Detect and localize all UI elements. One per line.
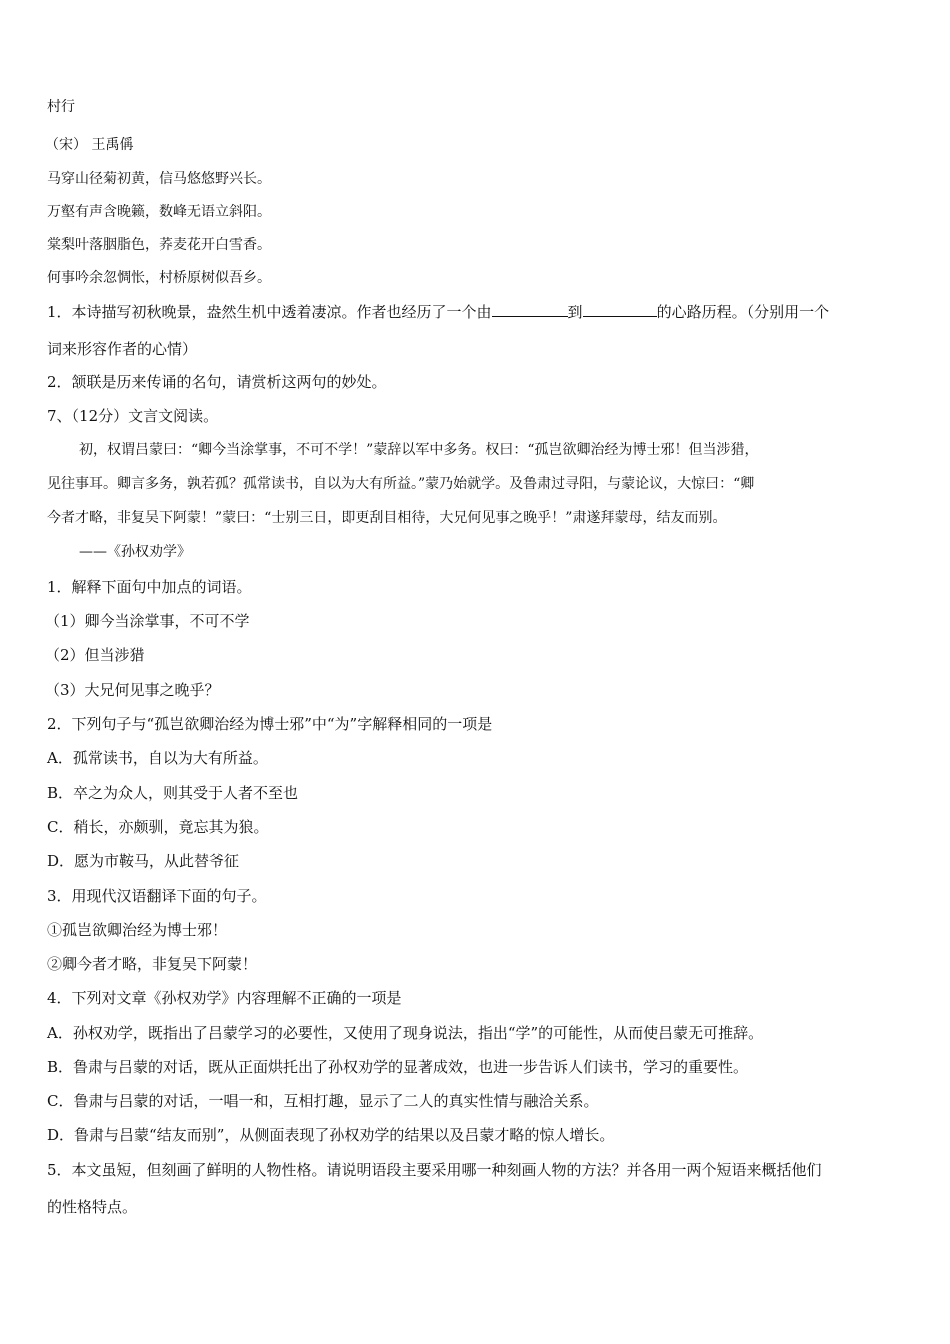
question-text: 1．本诗描写初秋晚景，盎然生机中透着凄凉。作者也经历了一个由 [47, 303, 492, 321]
option: B．鲁肃与吕蒙的对话，既从正面烘托出了孙权劝学的显著成效，也进一步告诉人们读书，学习的重要性。 [47, 1058, 749, 1076]
passage-source: ——《孙权劝学》 [79, 544, 191, 560]
option: B．卒之为众人，则其受于人者不至也 [47, 784, 299, 802]
poem-line: 马穿山径菊初黄，信马悠悠野兴长。 [47, 171, 271, 187]
question-text: 到 [567, 303, 583, 321]
poem-title: 村行 [47, 99, 75, 115]
passage-line: 初，权谓吕蒙曰：“卿今当涂掌事，不可不学！”蒙辞以军中多务。权曰：“孤岂欲卿治经为博士邪！但当涉猎， [79, 442, 759, 458]
option: A．孙权劝学，既指出了吕蒙学习的必要性，又使用了现身说法，指出“学”的可能性，从而使吕蒙无可推辞。 [47, 1024, 764, 1042]
question-text: 的心路历程。（分别用一个 [656, 303, 830, 321]
option: D．愿为市鞍马，从此替爷征 [47, 852, 240, 870]
question-item: ②卿今者才略，非复吴下阿蒙！ [47, 955, 258, 973]
passage-line: 今者才略，非复吴下阿蒙！”蒙曰：“士别三日，即更刮目相待，大兄何见事之晚乎！”肃遂拜蒙母，结友而别。 [47, 510, 727, 526]
poem-line: 何事吟余忽惆怅，村桥原树似吾乡。 [47, 270, 271, 286]
poem-author: （宋） 王禹偁 [45, 137, 134, 153]
option: A．孤常读书，自以为大有所益。 [47, 749, 268, 767]
question-1: 1．解释下面句中加点的词语。 [47, 578, 252, 596]
question-item: （3）大兄何见事之晚乎？ [45, 681, 220, 699]
section-heading: 7、（12分）文言文阅读。 [47, 407, 219, 425]
option: C．鲁肃与吕蒙的对话，一唱一和，互相打趣，显示了二人的真实性情与融洽关系。 [47, 1092, 599, 1110]
poem-question-1-cont: 词来形容作者的心情） [47, 340, 198, 358]
option: C．稍长，亦颇驯，竟忘其为狼。 [47, 818, 269, 836]
question-item: （2）但当涉猎 [45, 646, 145, 664]
poem-line: 棠梨叶落胭脂色，荞麦花开白雪香。 [47, 237, 271, 253]
question-2: 2．下列句子与“孤岂欲卿治经为博士邪”中“为”字解释相同的一项是 [47, 715, 493, 733]
answer-blank[interactable] [492, 302, 568, 317]
question-5: 5．本文虽短，但刻画了鲜明的人物性格。请说明语段主要采用哪一种刻画人物的方法？并各用一两个短语来概括他们 [47, 1161, 822, 1179]
question-4: 4．下列对文章《孙权劝学》内容理解不正确的一项是 [47, 989, 402, 1007]
option: D．鲁肃与吕蒙“结友而别”，从侧面表现了孙权劝学的结果以及吕蒙才略的惊人增长。 [47, 1126, 615, 1144]
question-item: ①孤岂欲卿治经为博士邪！ [47, 921, 228, 939]
poem-line: 万壑有声含晚籁，数峰无语立斜阳。 [47, 204, 271, 220]
poem-question-2: 2．颔联是历来传诵的名句，请赏析这两句的妙处。 [47, 373, 387, 391]
passage-line: 见往事耳。卿言多务，孰若孤？孤常读书，自以为大有所益。”蒙乃始就学。及鲁肃过寻阳，与蒙论议，大惊曰：“卿 [47, 476, 755, 492]
answer-blank[interactable] [583, 302, 657, 317]
question-3: 3．用现代汉语翻译下面的句子。 [47, 887, 267, 905]
question-5-cont: 的性格特点。 [47, 1198, 138, 1216]
poem-question-1 [47, 302, 829, 322]
question-item: （1）卿今当涂掌事，不可不学 [45, 612, 250, 630]
